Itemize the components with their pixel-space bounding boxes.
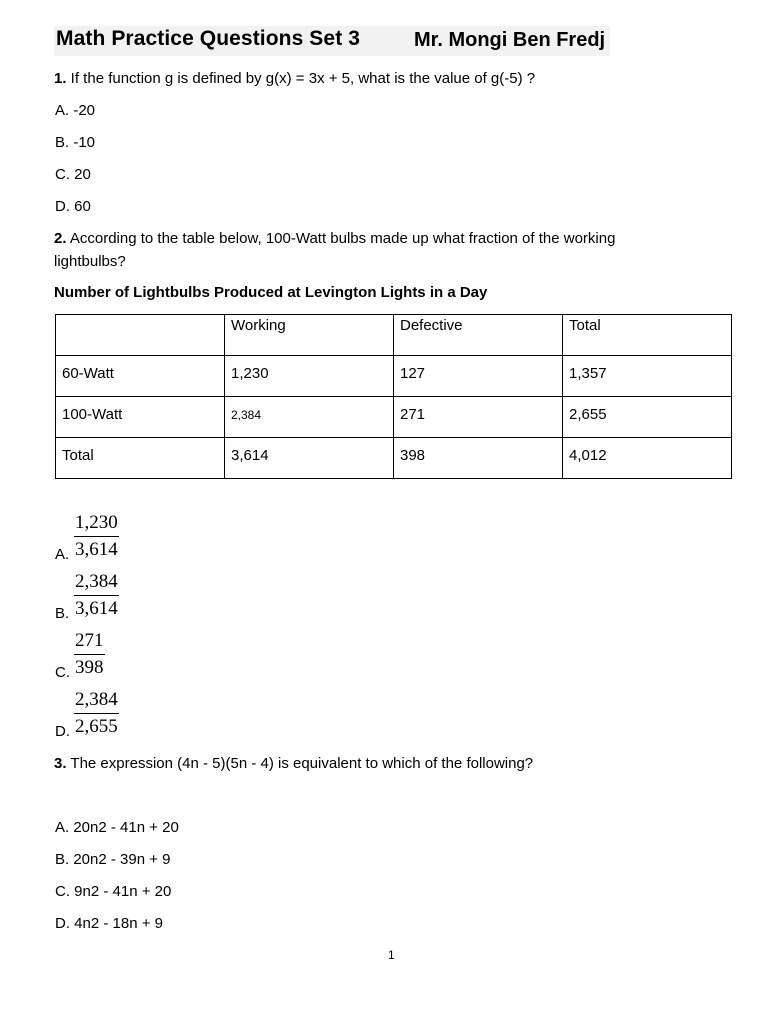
table-cell: 100-Watt — [56, 397, 225, 438]
table-cell: 271 — [394, 397, 563, 438]
fraction-denominator: 398 — [75, 657, 104, 678]
q2-option-b-fraction — [74, 571, 119, 620]
q2-option-b-label: B. — [55, 605, 70, 622]
table-cell: 1,357 — [563, 356, 732, 397]
q2-option-c-label: C. — [55, 664, 70, 681]
fraction-numerator: 1,230 — [75, 512, 118, 533]
table-cell: 4,012 — [563, 438, 732, 479]
q3-option-b: B. 20n2 - 39n + 9 — [55, 851, 171, 868]
table-row — [56, 397, 732, 438]
fraction-numerator: 2,384 — [75, 689, 118, 710]
fraction-numerator: 271 — [75, 630, 104, 651]
question-1-number: 1. — [54, 70, 67, 87]
fraction-denominator: 3,614 — [75, 539, 118, 560]
table-header-cell: Defective — [394, 315, 563, 356]
question-2-number: 2. — [54, 230, 67, 247]
question-2 — [54, 230, 615, 247]
question-2-text-line2: lightbulbs? — [54, 253, 126, 270]
q2-option-d-label: D. — [55, 723, 70, 740]
fraction-denominator: 3,614 — [75, 598, 118, 619]
q2-option-a-label: A. — [55, 546, 70, 563]
question-1-text: If the function g is defined by g(x) = 3x + 5, what is the value of g(-5) ? — [66, 70, 536, 87]
table-cell: 1,230 — [225, 356, 394, 397]
table-cell: 2,655 — [563, 397, 732, 438]
table-header-cell — [56, 315, 225, 356]
q3-option-a: A. 20n2 - 41n + 20 — [55, 819, 179, 836]
q1-option-d: D. 60 — [55, 198, 91, 215]
q1-option-b: B. -10 — [55, 134, 96, 151]
table-header-cell: Working — [225, 315, 394, 356]
table-row — [56, 438, 732, 479]
table-cell-value: 2,384 — [231, 408, 262, 422]
q3-option-c: C. 9n2 - 41n + 20 — [55, 883, 172, 900]
table-header-cell: Total — [563, 315, 732, 356]
question-3-text: The expression (4n - 5)(5n - 4) is equivalent to which of the following? — [66, 755, 534, 772]
q3-option-d: D. 4n2 - 18n + 9 — [55, 915, 163, 932]
author-name: Mr. Mongi Ben Fredj — [414, 29, 606, 51]
q1-option-a: A. -20 — [55, 102, 96, 119]
table-cell: Total — [56, 438, 225, 479]
question-2-text-line1: According to the table below, 100-Watt bulbs made up what fraction of the working — [66, 230, 616, 247]
page-title: Math Practice Questions Set 3 — [56, 27, 360, 50]
table-cell: 60-Watt — [56, 356, 225, 397]
q2-option-a-fraction — [74, 512, 119, 561]
question-3-number: 3. — [54, 755, 67, 772]
table-cell: 127 — [394, 356, 563, 397]
question-3 — [54, 755, 533, 772]
page-number: 1 — [388, 948, 395, 962]
table-caption: Number of Lightbulbs Produced at Levington Lights in a Day — [54, 284, 488, 301]
table-cell — [225, 397, 394, 438]
fraction-denominator: 2,655 — [75, 716, 118, 737]
table-header-row — [56, 315, 732, 356]
question-1 — [54, 70, 535, 87]
table-cell: 398 — [394, 438, 563, 479]
table-row — [56, 356, 732, 397]
table-cell: 3,614 — [225, 438, 394, 479]
fraction-numerator: 2,384 — [75, 571, 118, 592]
q1-option-c: C. 20 — [55, 166, 91, 183]
q2-option-c-fraction — [74, 630, 105, 679]
lightbulb-table — [55, 314, 732, 479]
q2-option-d-fraction — [74, 689, 119, 738]
